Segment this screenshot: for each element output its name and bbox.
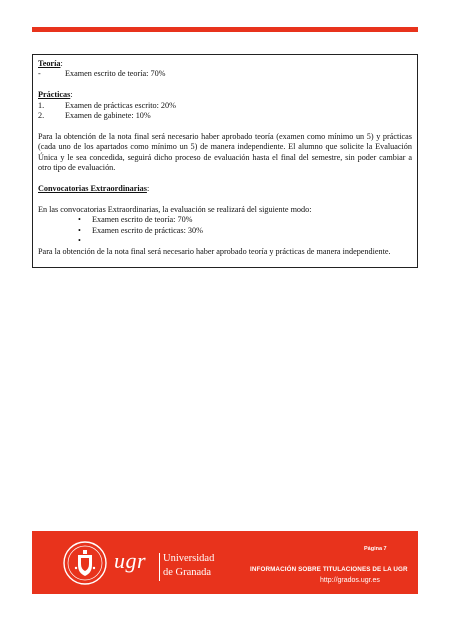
bullet-icon: • — [78, 236, 81, 246]
header-rule — [32, 27, 418, 32]
practice-heading: Prácticas — [38, 90, 71, 100]
list-item-text: Examen de gabinete: 10% — [65, 111, 151, 121]
info-title: INFORMACIÓN SOBRE TITULACIONES DE LA UGR — [250, 566, 408, 573]
list-item — [38, 69, 412, 79]
extraordinary-closing: Para la obtención de la nota final será necesario haber aprobado teoría y prácticas de manera independiente. — [38, 246, 391, 256]
ugr-logo-text: ugr — [114, 548, 147, 573]
list-marker: 1. — [38, 100, 45, 110]
list-item — [38, 101, 412, 111]
practice-heading-line — [38, 90, 412, 100]
theory-colon: : — [60, 59, 63, 68]
extraordinary-intro: En las convocatorias Extraordinarias, la evaluación se realizará del siguiente modo: — [38, 205, 312, 215]
theory-heading: Teoría — [38, 59, 61, 68]
list-item — [38, 215, 412, 225]
logo-divider — [159, 553, 160, 581]
evaluation-box — [32, 54, 418, 268]
university-seal-icon — [62, 540, 108, 586]
list-marker: - — [38, 69, 41, 79]
final-grade-paragraph: Para la obtención de la nota final será necesario haber aprobado teoría (examen como mínimo un 5) y prácticas (cada uno de los apartados como mínimo un 5) de manera independiente. El alumno que solicite la Evaluación Única y le sea concedida, seguirá dicho proceso de evaluación hasta el final del semestre, sin poder cambiar a otro tipo de evaluación. — [38, 132, 412, 173]
list-item — [38, 111, 412, 121]
list-item — [38, 236, 412, 246]
list-marker: 2. — [38, 111, 45, 121]
list-item-text: Examen escrito de teoría: 70% — [65, 69, 166, 79]
university-name-line1: Universidad — [163, 553, 215, 564]
practice-colon: : — [70, 90, 73, 100]
list-item — [38, 226, 412, 236]
extraordinary-heading: Convocatorias Extraordinarias — [38, 184, 147, 194]
footer-banner — [32, 531, 418, 594]
page-number: Página 7 — [364, 546, 387, 552]
bullet-icon: • — [78, 225, 81, 235]
extraordinary-colon: : — [146, 184, 150, 194]
list-item-text: Examen escrito de prácticas: 30% — [92, 225, 203, 235]
university-name-line2: de Granada — [163, 567, 212, 578]
footer-url-link[interactable]: http://grados.ugr.es — [320, 577, 380, 584]
extraordinary-heading-line — [38, 184, 412, 194]
list-item-text: Examen de prácticas escrito: 20% — [65, 100, 176, 110]
theory-heading-line — [38, 59, 412, 69]
bullet-icon: • — [78, 215, 81, 225]
list-item-text: Examen escrito de teoría: 70% — [92, 215, 193, 225]
